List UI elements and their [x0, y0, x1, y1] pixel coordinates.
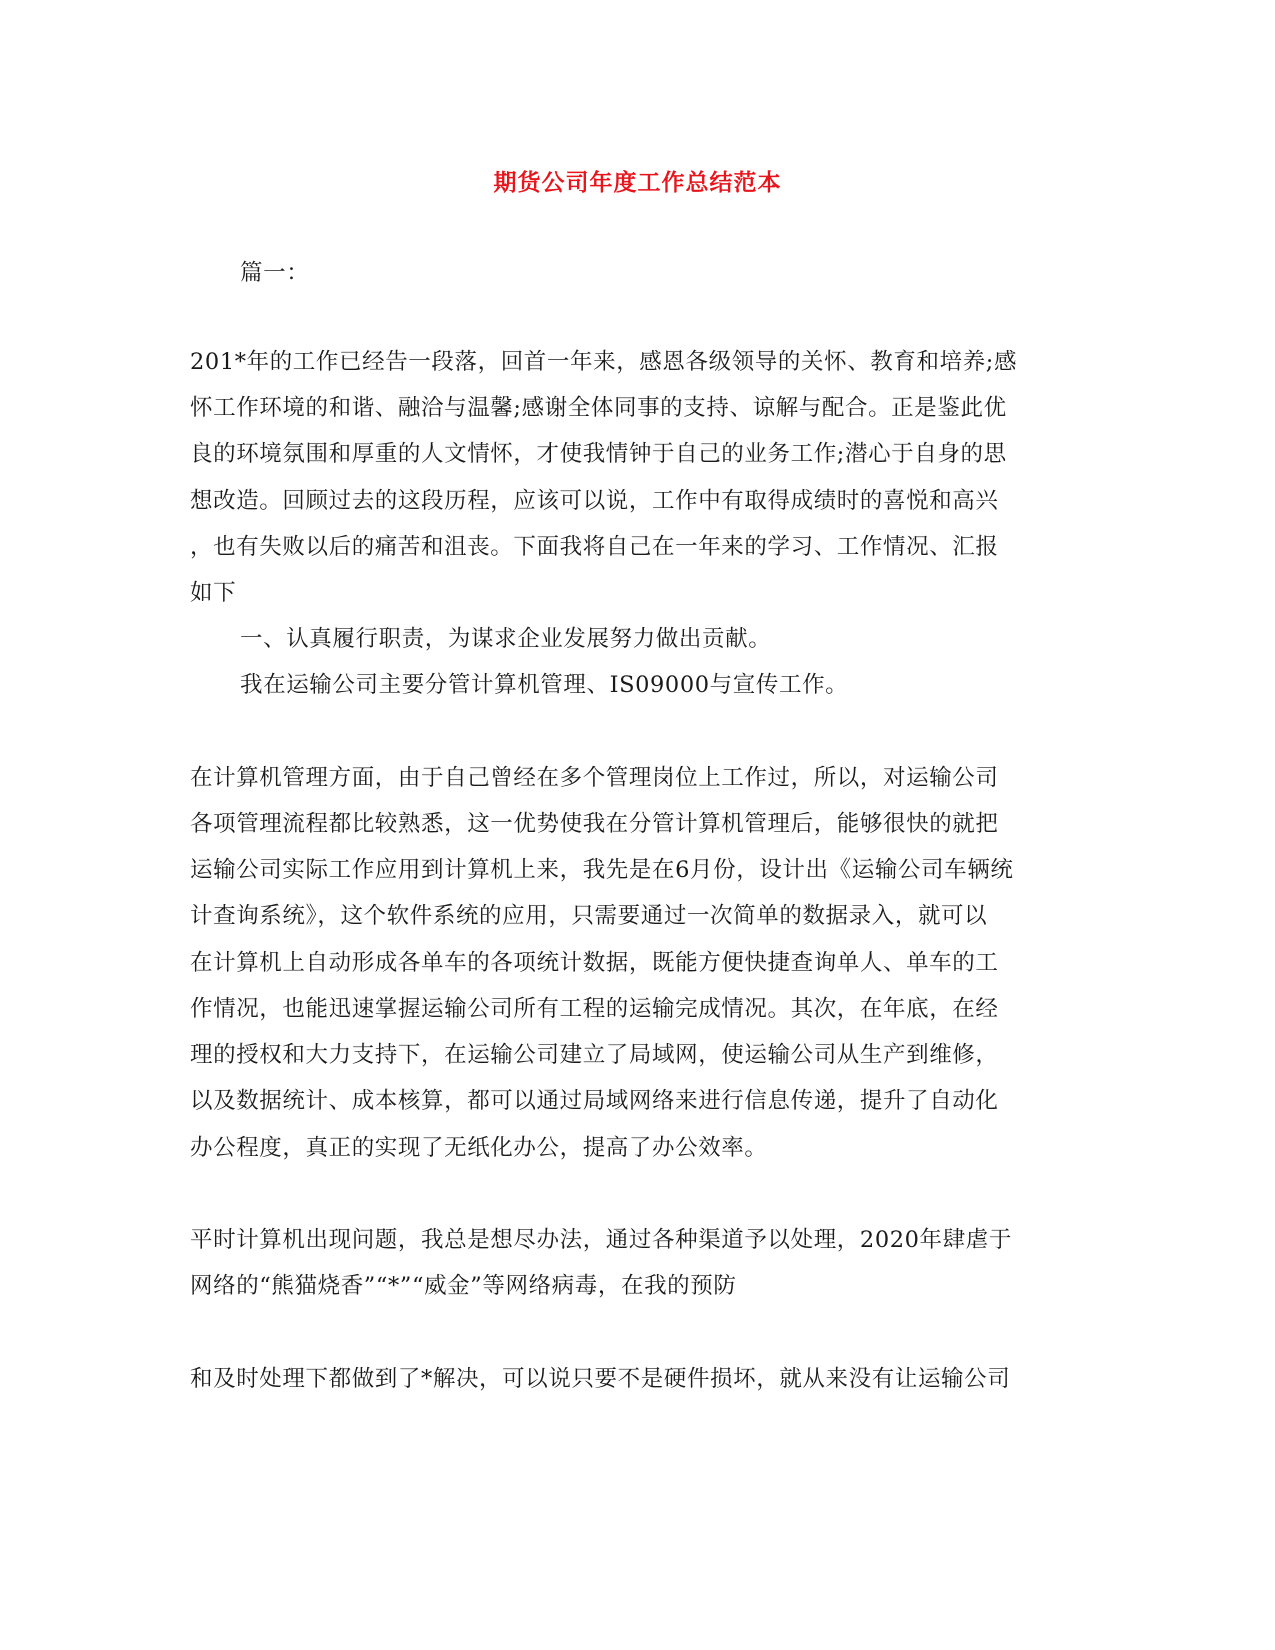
para3-line-4: 计查询系统》，这个软件系统的应用，只需要通过一次简单的数据录入，就可以: [190, 903, 988, 929]
para1-line-6: 如下: [190, 580, 237, 606]
para3-line-9: 办公程度，真正的实现了无纸化办公，提高了办公效率。: [190, 1135, 768, 1161]
heading-1: 一、认真履行职责，为谋求企业发展努力做出贡献。: [240, 626, 772, 652]
para1-line-5: ，也有失败以后的痛苦和沮丧。下面我将自己在一年来的学习、工作情况、汇报: [190, 534, 999, 560]
document-title: 期货公司年度工作总结范本: [493, 169, 782, 196]
para2: 我在运输公司主要分管计算机管理、IS09000与宣传工作。: [240, 672, 849, 698]
para3-line-8: 以及数据统计、成本核算，都可以通过局域网络来进行信息传递，提升了自动化: [190, 1088, 999, 1114]
para3-line-6: 作情况，也能迅速掌握运输公司所有工程的运输完成情况。其次，在年底，在经: [190, 996, 999, 1022]
section-label: 篇一：: [240, 260, 310, 286]
para5-line-1: 和及时处理下都做到了*解决，可以说只要不是硬件损坏，就从来没有让运输公司: [190, 1366, 1011, 1392]
para1-line-1: 201*年的工作已经告一段落，回首一年来，感恩各级领导的关怀、教育和培养;感: [190, 349, 1018, 375]
para3-line-7: 理的授权和大力支持下，在运输公司建立了局域网，使运输公司从生产到维修，: [190, 1042, 999, 1068]
para4-line-1: 平时计算机出现问题，我总是想尽办法，通过各种渠道予以处理，2020年肆虐于: [190, 1227, 1012, 1253]
para1-line-3: 良的环境氛围和厚重的人文情怀，才使我情钟于自己的业务工作;潜心于自身的思: [190, 441, 1007, 467]
para3-line-3: 运输公司实际工作应用到计算机上来，我先是在6月份，设计出《运输公司车辆统: [190, 857, 1014, 883]
para3-line-5: 在计算机上自动形成各单车的各项统计数据，既能方便快捷查询单人、单车的工: [190, 950, 999, 976]
para3-line-1: 在计算机管理方面，由于自己曾经在多个管理岗位上工作过，所以，对运输公司: [190, 765, 999, 791]
para3-line-2: 各项管理流程都比较熟悉，这一优势使我在分管计算机管理后，能够很快的就把: [190, 811, 999, 837]
para1-line-2: 怀工作环境的和谐、融洽与温馨;感谢全体同事的支持、谅解与配合。正是鉴此优: [190, 395, 1007, 421]
para1-line-4: 想改造。回顾过去的这段历程，应该可以说，工作中有取得成绩时的喜悦和高兴: [190, 488, 999, 514]
para4-line-2: 网络的“熊猫烧香”“*”“威金”等网络病毒，在我的预防: [190, 1273, 737, 1299]
